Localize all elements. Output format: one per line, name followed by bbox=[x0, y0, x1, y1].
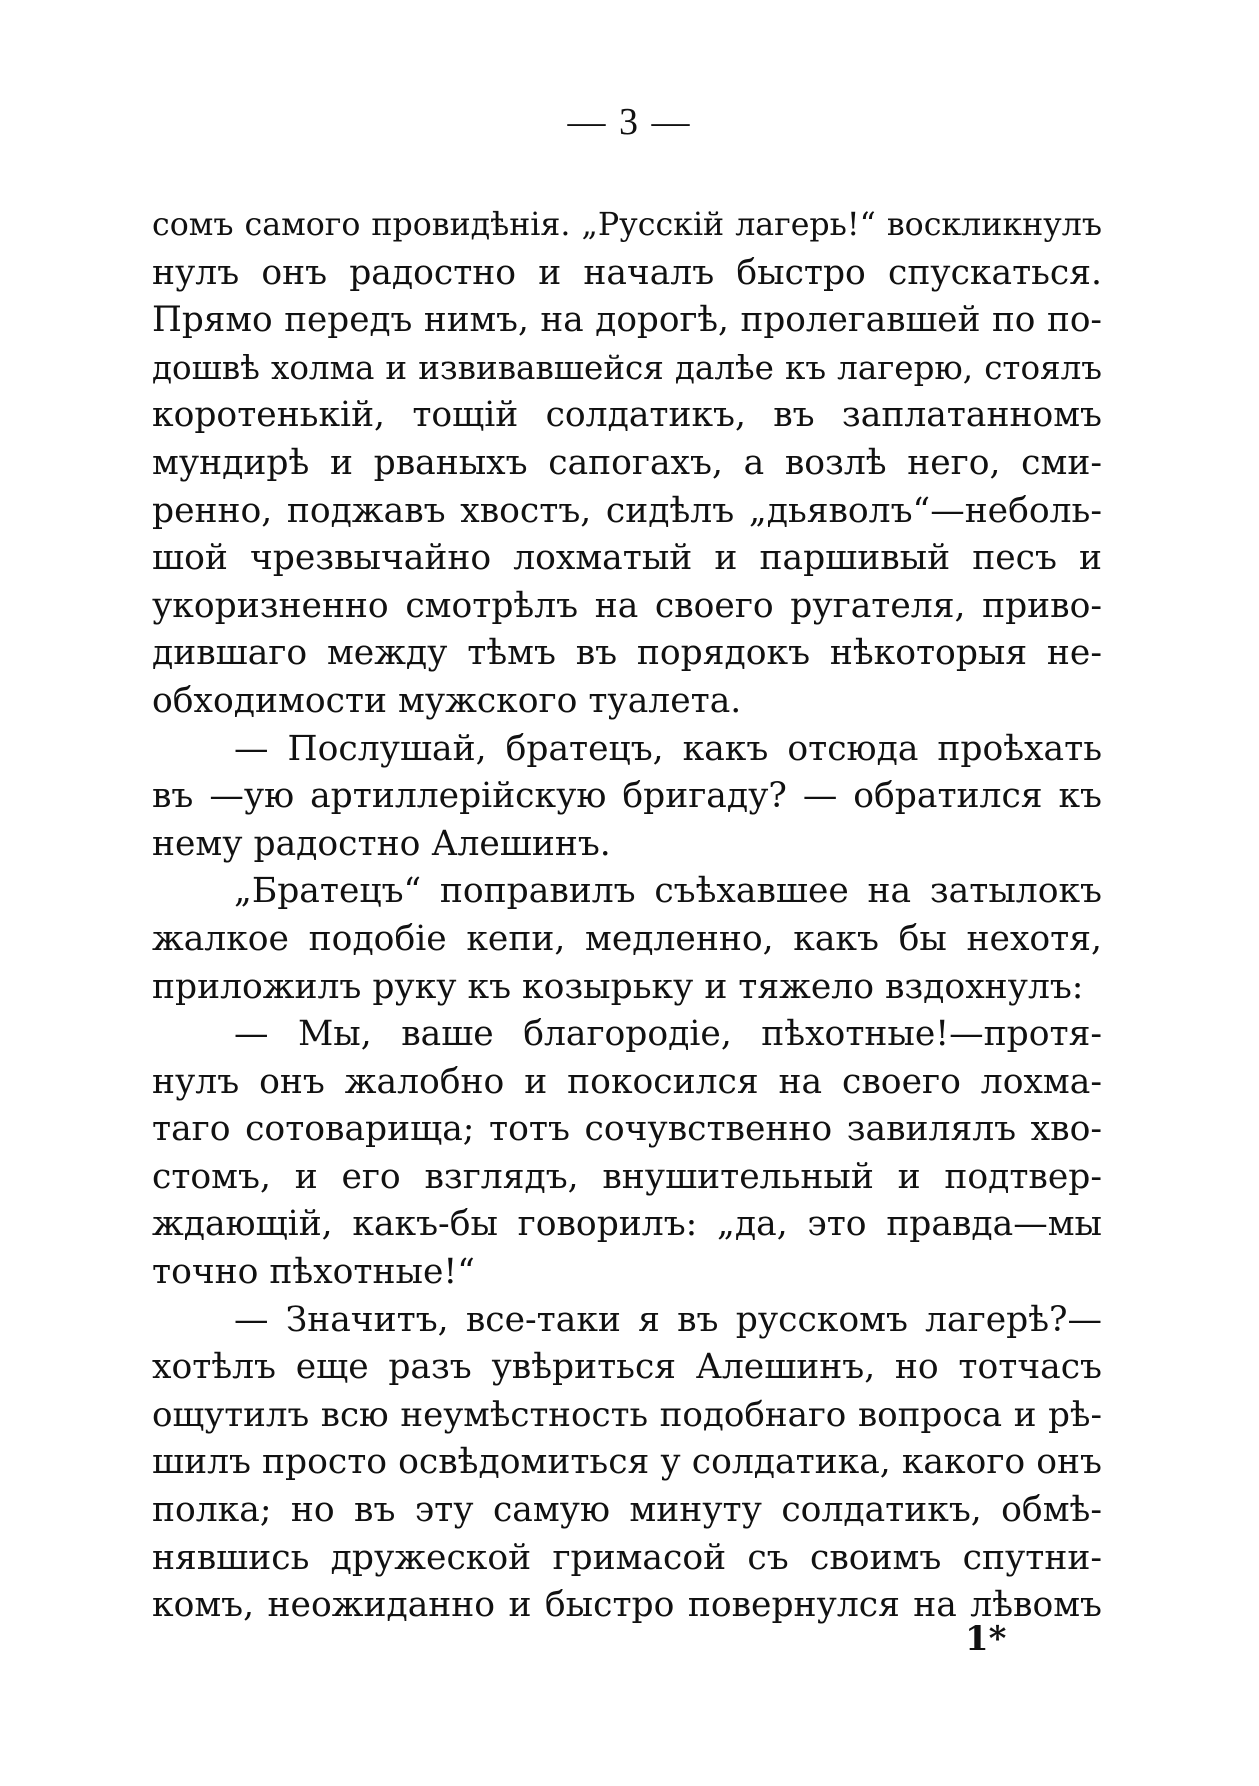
text-line: стомъ, и его взглядъ, внушительный и подтвер- bbox=[152, 1156, 1102, 1197]
text-line: ждающій, какъ-бы говорилъ: „да, это правда—мы bbox=[152, 1204, 1102, 1245]
text-line: — Значитъ, все-таки я въ русскомъ лагерѣ?— bbox=[234, 1299, 1102, 1340]
text-line: дошвѣ холма и извивавшейся далѣе къ лагерю, стоялъ bbox=[152, 348, 1102, 387]
text-line: мундирѣ и рваныхъ сапогахъ, а возлѣ него, сми- bbox=[152, 442, 1102, 483]
text-line: шой чрезвычайно лохматый и паршивый песъ и bbox=[152, 538, 1102, 579]
text-line: — Послушай, братецъ, какъ отсюда проѣхать bbox=[234, 728, 1102, 769]
text-line: точно пѣхотные!“ bbox=[152, 1252, 475, 1293]
signature-mark: 1* bbox=[965, 1619, 1007, 1659]
text-line: въ —ую артиллерійскую бригаду? — обратился къ bbox=[152, 776, 1102, 817]
text-line: дившаго между тѣмъ въ порядокъ нѣкоторыя не- bbox=[152, 633, 1102, 674]
text-line: нему радостно Алешинъ. bbox=[152, 823, 611, 864]
text-line: коротенькій, тощій солдатикъ, въ заплатанномъ bbox=[152, 395, 1102, 436]
text-line: ощутилъ всю неумѣстность подобнаго вопроса и рѣ- bbox=[152, 1394, 1102, 1435]
text-line: полка; но въ эту самую минуту солдатикъ, обмѣ- bbox=[152, 1490, 1102, 1531]
text-line: Прямо передъ нимъ, на дорогѣ, пролегавшей по по- bbox=[152, 300, 1102, 341]
text-line: шилъ просто освѣдомиться у солдатика, какого онъ bbox=[152, 1442, 1102, 1483]
text-line: хотѣлъ еще разъ увѣриться Алешинъ, но тотчасъ bbox=[152, 1347, 1102, 1388]
text-line: сомъ самого провидѣнія. „Русскій лагерь!“ воскликнулъ bbox=[152, 207, 1102, 243]
text-line: ренно, поджавъ хвостъ, сидѣлъ „дьяволъ“—неболь- bbox=[152, 490, 1102, 531]
page-number: — 3 — bbox=[567, 101, 692, 143]
text-line: жалкое подобіе кепи, медленно, какъ бы нехотя, bbox=[152, 918, 1102, 959]
text-line: таго сотоварища; тотъ сочувственно завилялъ хво- bbox=[152, 1109, 1102, 1150]
text-line: укоризненно смотрѣлъ на своего ругателя, приво- bbox=[152, 585, 1102, 626]
text-line: комъ, неожиданно и быстро повернулся на лѣвомъ bbox=[152, 1585, 1102, 1626]
text-line: нулъ онъ жалобно и покосился на своего лохма- bbox=[152, 1061, 1102, 1102]
text-line: приложилъ руку къ козырьку и тяжело вздохнулъ: bbox=[152, 966, 1084, 1007]
text-line: нявшись дружеской гримасой съ своимъ спутни- bbox=[152, 1537, 1102, 1578]
body-text bbox=[152, 202, 1102, 1630]
text-line: „Братецъ“ поправилъ съѣхавшее на затылокъ bbox=[234, 871, 1102, 912]
text-line: обходимости мужского туалета. bbox=[152, 680, 742, 721]
text-line: — Мы, ваше благородіе, пѣхотные!—протя- bbox=[234, 1014, 1102, 1055]
text-line: нулъ онъ радостно и началъ быстро спускаться. bbox=[152, 252, 1102, 293]
